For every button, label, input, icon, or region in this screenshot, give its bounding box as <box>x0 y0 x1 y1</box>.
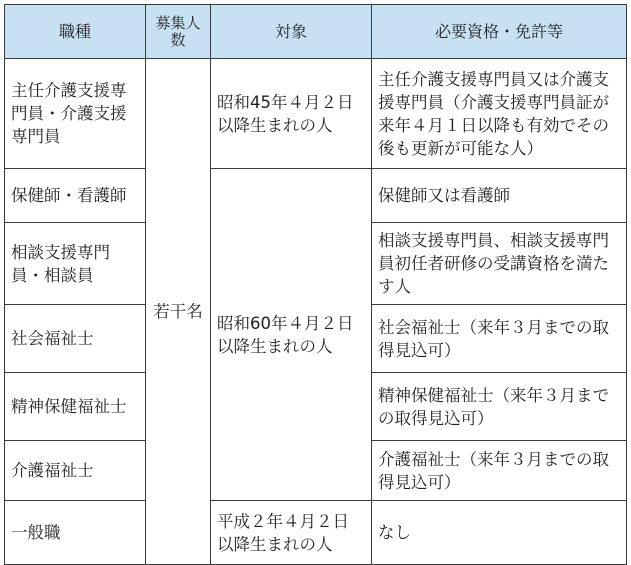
job-cell: 相談支援専門員・相談員 <box>5 223 146 305</box>
job-cell: 社会福祉士 <box>5 305 146 373</box>
job-cell: 主任介護支援専門員・介護支援専門員 <box>5 59 146 169</box>
qualification-cell: 精神保健福祉士（来年３月までの取得見込可） <box>372 373 627 441</box>
header-row <box>5 5 627 59</box>
table-row <box>5 169 627 223</box>
header-recruit-count: 募集人数 <box>146 5 211 59</box>
qualification-cell: 社会福祉士（来年３月までの取得見込可） <box>372 305 627 373</box>
header-target: 対象 <box>211 5 372 59</box>
table-row <box>5 59 627 169</box>
qualification-cell: 保健師又は看護師 <box>372 169 627 223</box>
target-cell: 昭和60年４月２日以降生まれの人 <box>211 169 372 501</box>
qualification-cell: 介護福祉士（来年３月までの取得見込可） <box>372 441 627 501</box>
target-cell: 昭和45年４月２日以降生まれの人 <box>211 59 372 169</box>
target-cell: 平成２年４月２日以降生まれの人 <box>211 501 372 565</box>
header-job-type: 職種 <box>5 5 146 59</box>
recruitment-table-container <box>4 4 627 565</box>
qualification-cell: 主任介護支援専門員又は介護支援専門員（介護支援専門員証が来年４月１日以降も有効でその後も更新が可能な人） <box>372 59 627 169</box>
recruit-count-cell: 若干名 <box>146 59 211 565</box>
job-cell: 保健師・看護師 <box>5 169 146 223</box>
qualification-cell: なし <box>372 501 627 565</box>
header-qualifications: 必要資格・免許等 <box>372 5 627 59</box>
job-cell: 精神保健福祉士 <box>5 373 146 441</box>
job-cell: 一般職 <box>5 501 146 565</box>
qualification-cell: 相談支援専門員、相談支援専門員初任者研修の受講資格を満たす人 <box>372 223 627 305</box>
table-row <box>5 501 627 565</box>
recruitment-table <box>4 4 627 565</box>
job-cell: 介護福祉士 <box>5 441 146 501</box>
